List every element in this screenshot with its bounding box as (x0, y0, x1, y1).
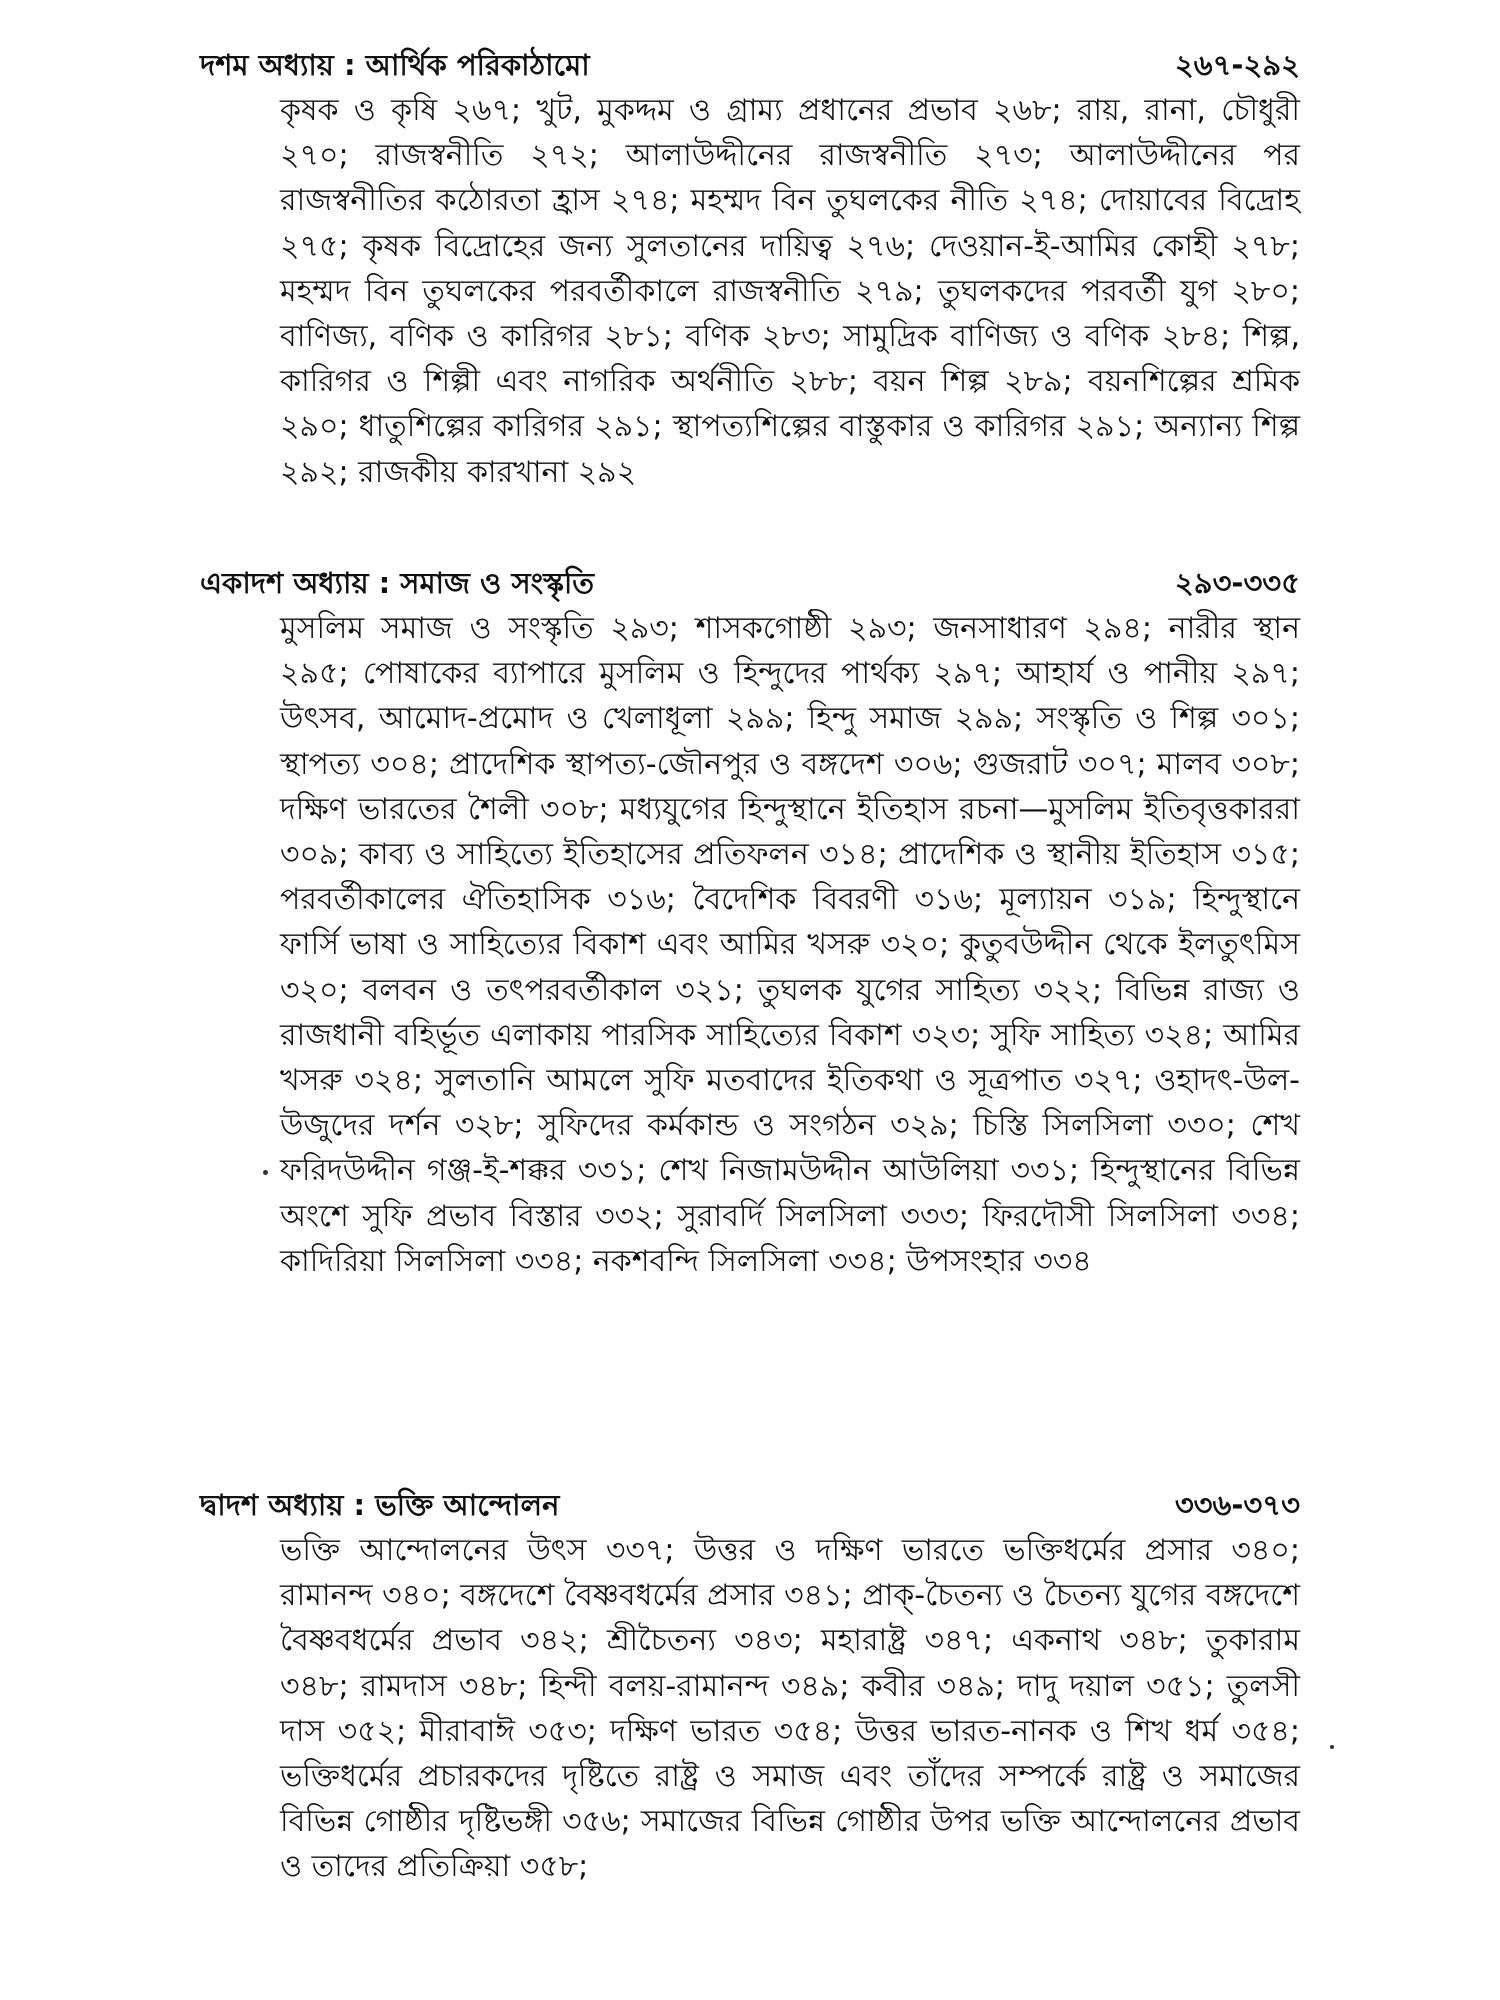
chapter-heading (200, 42, 1300, 88)
chapter-page-range: ৩৩৬-৩৭৩ (1174, 1488, 1300, 1522)
chapter-title: একাদশ অধ্যায় : সমাজ ও সংস্কৃতি (200, 566, 595, 600)
chapter-contents: মুসলিম সমাজ ও সংস্কৃতি ২৯৩; শাসকগোষ্ঠী ২৯৩; জনসাধারণ ২৯৪; নারীর স্থান ২৯৫; পোষাকের ব্যাপারে মুসলিম ও হিন্দুদের পার্থক্য ২৯৭; আহার্য ও পানীয় ২৯৭; উৎসব, আমোদ-প্রমোদ ও খেলাধূলা ২৯৯; হিন্দু সমাজ ২৯৯; সংস্কৃতি ও শিল্প ৩০১; স্থাপত্য ৩০৪; প্রাদেশিক স্থাপত্য-জৌনপুর ও বঙ্গদেশ ৩০৬; গুজরাট ৩০৭; মালব ৩০৮; দক্ষিণ ভারতের শৈলী ৩০৮; মধ্যযুগের হিন্দুস্থানে ইতিহাস রচনা—মুসলিম ইতিবৃত্তকাররা ৩০৯; কাব্য ও সাহিত্যে ইতিহাসের প্রতিফলন ৩১৪; প্রাদেশিক ও স্থানীয় ইতিহাস ৩১৫; পরবর্তীকালের ঐতিহাসিক ৩১৬; বৈদেশিক বিবরণী ৩১৬; মূল্যায়ন ৩১৯; হিন্দুস্থানে ফার্সি ভাষা ও সাহিত্যের বিকাশ এবং আমির খসরু ৩২০; কুতুবউদ্দীন থেকে ইলতুৎমিস ৩২০; বলবন ও তৎপরবর্তীকাল ৩২১; তুঘলক যুগের সাহিত্য ৩২২; বিভিন্ন রাজ্য ও রাজধানী বহির্ভূত এলাকায় পারসিক সাহিত্যের বিকাশ ৩২৩; সুফি সাহিত্য ৩২৪; আমির খসরু ৩২৪; সুলতানি আমলে সুফি মতবাদের ইতিকথা ও সূত্রপাত ৩২৭; ওহাদৎ-উল-উজুদের দর্শন ৩২৮; সুফিদের কর্মকান্ড ও সংগঠন ৩২৯; চিস্তি সিলসিলা ৩৩০; শেখ ফরিদউদ্দীন গঞ্জ-ই-শক্কর ৩৩১; শেখ নিজামউদ্দীন আউলিয়া ৩৩১; হিন্দুস্থানের বিভিন্ন অংশে সুফি প্রভাব বিস্তার ৩৩২; সুরাবর্দি সিলসিলা ৩৩৩; ফিরদৌসী সিলসিলা ৩৩৪; কাদিরিয়া সিলসিলা ৩৩৪; নকশবন্দি সিলসিলা ৩৩৪; উপসংহার ৩৩৪ (280, 611, 1300, 1279)
chapter-12 (200, 1482, 1300, 1890)
chapter-title: দ্বাদশ অধ্যায় : ভক্তি আন্দোলন (200, 1488, 560, 1522)
chapter-11 (200, 560, 1300, 1284)
chapter-page-range: ২৬৭-২৯২ (1174, 48, 1300, 82)
chapter-heading (200, 1482, 1300, 1528)
scan-speck (263, 1170, 268, 1175)
chapter-page-range: ২৯৩-৩৩৫ (1174, 566, 1300, 600)
chapter-contents: ভক্তি আন্দোলনের উৎস ৩৩৭; উত্তর ও দক্ষিণ ভারতে ভক্তিধর্মের প্রসার ৩৪০; রামানন্দ ৩৪০; বঙ্গদেশে বৈষ্ণবধর্মের প্রসার ৩৪১; প্রাক্-চৈতন্য ও চৈতন্য যুগের বঙ্গদেশে বৈষ্ণবধর্মের প্রভাব ৩৪২; শ্রীচৈতন্য ৩৪৩; মহারাষ্ট্র ৩৪৭; একনাথ ৩৪৮; তুকারাম ৩৪৮; রামদাস ৩৪৮; হিন্দী বলয়-রামানন্দ ৩৪৯; কবীর ৩৪৯; দাদু দয়াল ৩৫১; তুলসী দাস ৩৫২; মীরাবাঈ ৩৫৩; দক্ষিণ ভারত ৩৫৪; উত্তর ভারত-নানক ও শিখ ধর্ম ৩৫৪; ভক্তিধর্মের প্রচারকদের দৃষ্টিতে রাষ্ট্র ও সমাজ এবং তাঁদের সম্পর্কে রাষ্ট্র ও সমাজের বিভিন্ন গোষ্ঠীর দৃষ্টিভঙ্গী ৩৫৬; সমাজের বিভিন্ন গোষ্ঠীর উপর ভক্তি আন্দোলনের প্রভাব ও তাদের প্রতিক্রিয়া ৩৫৮; (280, 1533, 1300, 1885)
chapter-heading (200, 560, 1300, 606)
chapter-contents: কৃষক ও কৃষি ২৬৭; খুট, মুকদ্দম ও গ্রাম্য প্রধানের প্রভাব ২৬৮; রায়, রানা, চৌধুরী ২৭০; রাজস্বনীতি ২৭২; আলাউদ্দীনের রাজস্বনীতি ২৭৩; আলাউদ্দীনের পর রাজস্বনীতির কঠোরতা হ্রাস ২৭৪; মহম্মদ বিন তুঘলকের নীতি ২৭৪; দোয়াবের বিদ্রোহ ২৭৫; কৃষক বিদ্রোহের জন্য সুলতানের দায়িত্ব ২৭৬; দেওয়ান-ই-আমির কোহী ২৭৮; মহম্মদ বিন তুঘলকের পরবর্তীকালে রাজস্বনীতি ২৭৯; তুঘলকদের পরবর্তী যুগ ২৮০; বাণিজ্য, বণিক ও কারিগর ২৮১; বণিক ২৮৩; সামুদ্রিক বাণিজ্য ও বণিক ২৮৪; শিল্প, কারিগর ও শিল্পী এবং নাগরিক অর্থনীতি ২৮৮; বয়ন শিল্প ২৮৯; বয়নশিল্পের শ্রমিক ২৯০; ধাতুশিল্পের কারিগর ২৯১; স্থাপত্যশিল্পের বাস্তুকার ও কারিগর ২৯১; অন্যান্য শিল্প ২৯২; রাজকীয় কারখানা ২৯২ (280, 93, 1300, 490)
chapter-10 (200, 42, 1300, 495)
chapter-title: দশম অধ্যায় : আর্থিক পরিকাঠামো (200, 48, 590, 82)
scan-speck (1330, 1745, 1334, 1749)
